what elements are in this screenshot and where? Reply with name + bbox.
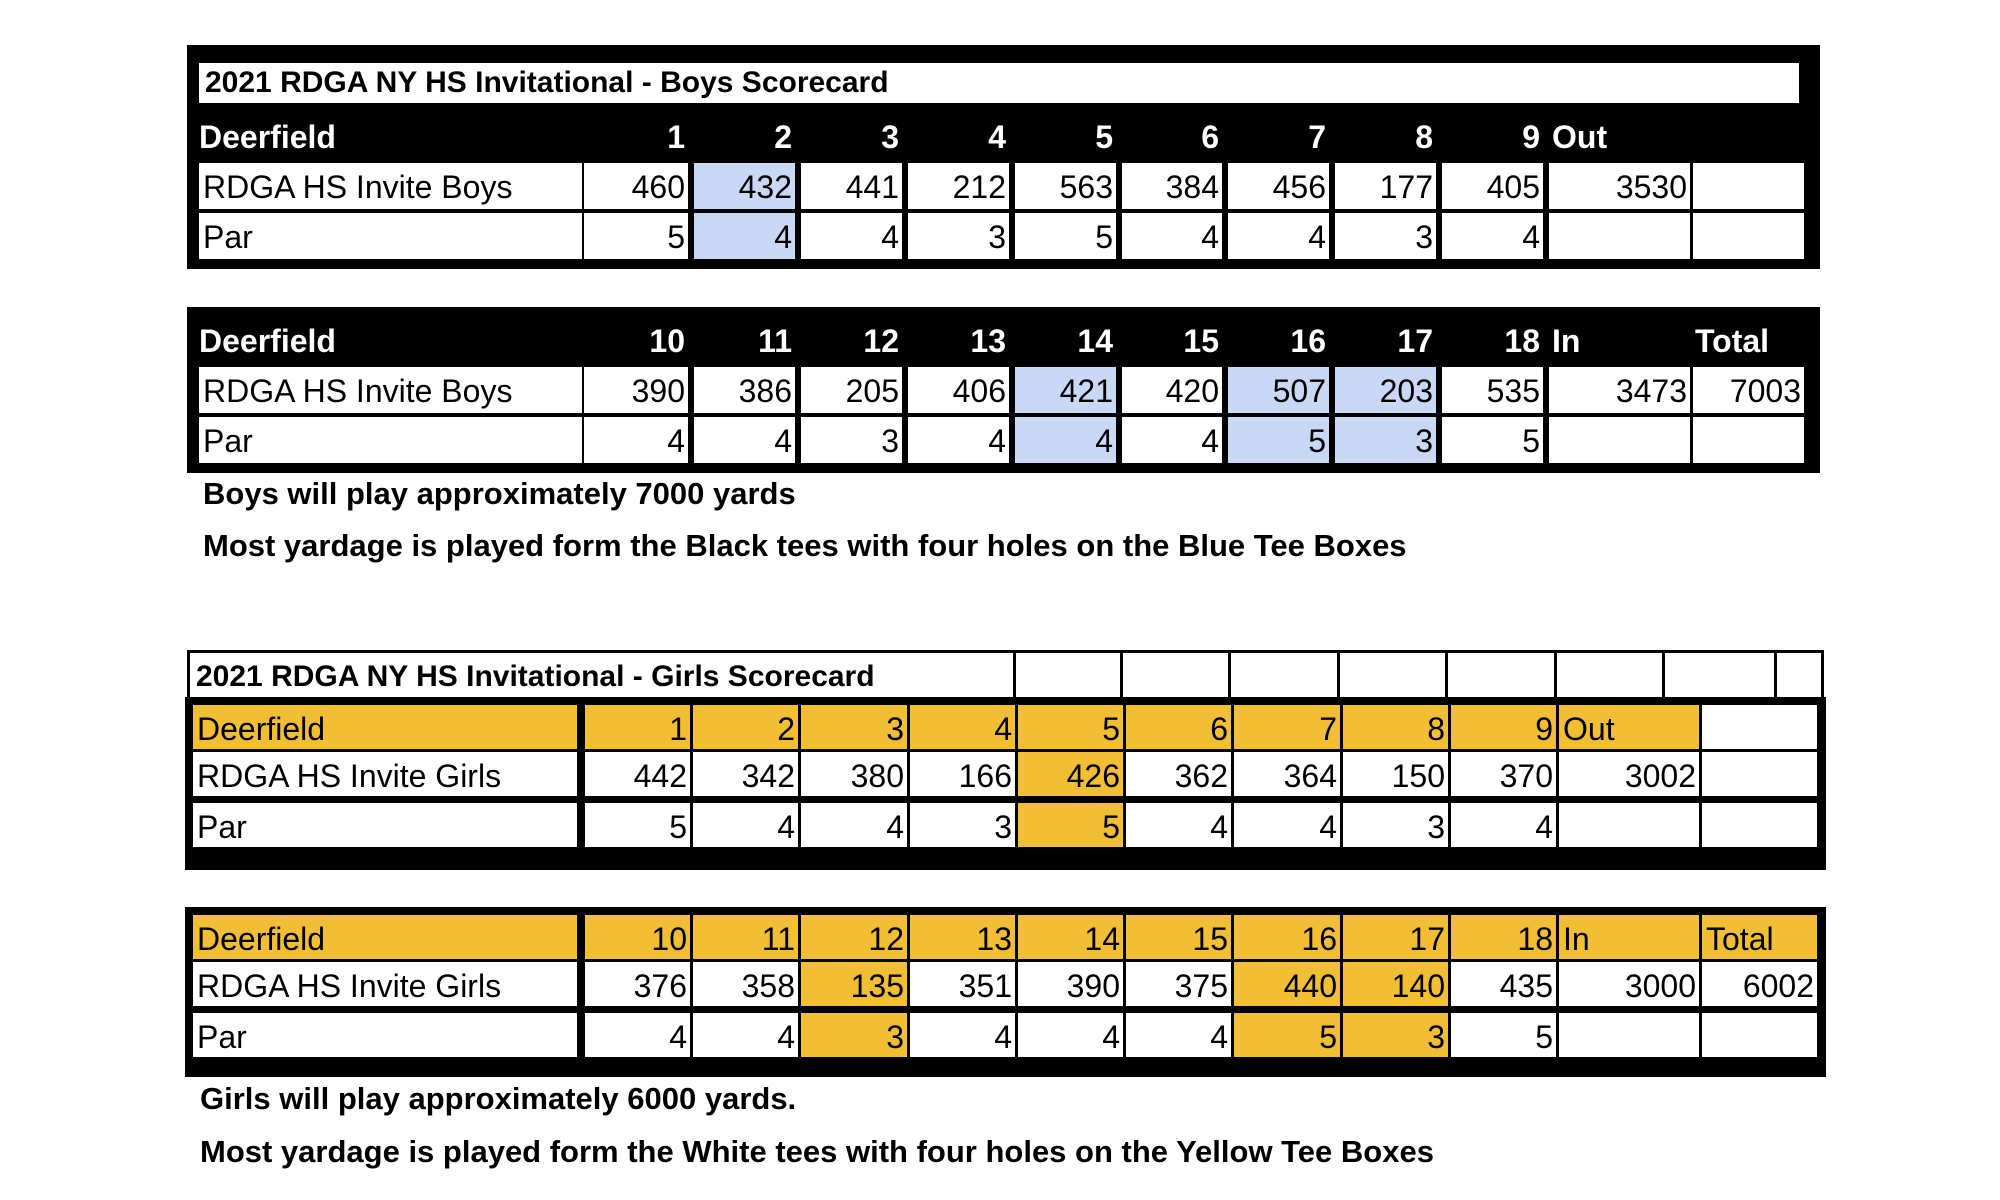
- par-cell: 4: [801, 803, 907, 847]
- girls-back-nine-table: [185, 907, 1826, 1077]
- par-cell: 4: [1451, 803, 1556, 847]
- yardage-cell: 166: [910, 752, 1015, 796]
- yardage-cell: 507: [1228, 367, 1329, 413]
- yardage-cell: 432: [694, 163, 795, 209]
- boys-scorecard-title-cell: [199, 63, 1799, 103]
- girls-scorecard-title-cell: [187, 653, 1016, 700]
- yardage-total: [1693, 163, 1804, 209]
- girls-front-nine-table: [185, 697, 1826, 870]
- yardage-cell: 406: [908, 367, 1009, 413]
- yardage-summary: 3002: [1559, 752, 1699, 796]
- par-cell: 3: [801, 1013, 907, 1057]
- hole-number: 9: [1522, 119, 1540, 155]
- summary-label: Out: [1552, 119, 1608, 155]
- yardage-cell: 535: [1442, 367, 1543, 413]
- par-cell: 3: [1343, 803, 1448, 847]
- yardage-cell: 456: [1228, 163, 1329, 209]
- par-label: Par: [199, 213, 582, 259]
- girls-title-row: [187, 650, 1824, 703]
- par-cell: 5: [584, 213, 688, 259]
- yardage-cell: 358: [693, 962, 798, 1006]
- par-summary: [1549, 213, 1690, 259]
- boys-front-header-row: [187, 115, 1820, 159]
- hole-number: 3: [881, 119, 899, 155]
- hole-number: 1: [585, 705, 690, 749]
- boys-back-nine-table: [187, 307, 1820, 473]
- yardage-cell: 390: [1018, 962, 1123, 1006]
- par-cell: 4: [585, 1013, 690, 1057]
- par-summary: [1559, 1013, 1699, 1057]
- yardage-cell: 140: [1343, 962, 1448, 1006]
- yardage-cell: 386: [694, 367, 795, 413]
- hole-number: 12: [863, 323, 899, 359]
- hole-number: 16: [1234, 915, 1340, 959]
- yardage-cell: 380: [801, 752, 907, 796]
- yardage-cell: 370: [1451, 752, 1556, 796]
- hole-number: 2: [693, 705, 798, 749]
- par-cell: 5: [585, 803, 690, 847]
- par-cell: 3: [801, 417, 902, 463]
- summary-label: In: [1552, 323, 1581, 359]
- hole-number: 10: [649, 323, 685, 359]
- par-cell: 3: [1343, 1013, 1448, 1057]
- par-cell: 3: [1335, 417, 1436, 463]
- hole-number: 4: [988, 119, 1006, 155]
- hole-number: 15: [1183, 323, 1219, 359]
- empty-header-cell: [1340, 653, 1448, 700]
- hole-number: 13: [910, 915, 1015, 959]
- empty-header-cell: [1665, 653, 1777, 700]
- hole-number: 16: [1290, 323, 1326, 359]
- course-name: Deerfield: [193, 915, 577, 959]
- course-name: Deerfield: [193, 705, 577, 749]
- par-cell: 5: [1018, 803, 1123, 847]
- yardage-summary: 3000: [1559, 962, 1699, 1006]
- par-cell: 4: [584, 417, 688, 463]
- par-label: Par: [199, 417, 582, 463]
- yardage-cell: 376: [585, 962, 690, 1006]
- hole-number: 3: [801, 705, 907, 749]
- par-cell: 4: [1228, 213, 1329, 259]
- summary-label: Out: [1559, 705, 1699, 749]
- hole-number: 18: [1504, 323, 1540, 359]
- hole-number: 17: [1343, 915, 1448, 959]
- yardage-cell: 375: [1126, 962, 1231, 1006]
- par-total: [1702, 1013, 1817, 1057]
- par-cell: 3: [1335, 213, 1436, 259]
- hole-number: 17: [1397, 323, 1433, 359]
- yardage-cell: 390: [584, 367, 688, 413]
- yardage-cell: 135: [801, 962, 907, 1006]
- boys-back-header-row: [187, 319, 1820, 363]
- hole-number: 12: [801, 915, 907, 959]
- yardage-cell: 405: [1442, 163, 1543, 209]
- girls-scorecard-title: 2021 RDGA NY HS Invitational - Girls Scorecard: [196, 660, 875, 693]
- yardage-cell: 440: [1234, 962, 1340, 1006]
- yardage-cell: 351: [910, 962, 1015, 1006]
- total-label: [1702, 705, 1817, 749]
- hole-number: 4: [910, 705, 1015, 749]
- hole-number: 1: [667, 119, 685, 155]
- par-summary: [1559, 803, 1699, 847]
- hole-number: 9: [1451, 705, 1556, 749]
- boys-note-yardage: Boys will play approximately 7000 yards: [203, 476, 796, 511]
- hole-number: 14: [1018, 915, 1123, 959]
- hole-number: 11: [758, 323, 792, 359]
- empty-header-cell: [1123, 653, 1231, 700]
- par-cell: 3: [908, 213, 1009, 259]
- course-name: Deerfield: [199, 119, 336, 155]
- empty-header-cell: [1448, 653, 1557, 700]
- par-cell: 5: [1451, 1013, 1556, 1057]
- yardage-cell: 364: [1234, 752, 1340, 796]
- yardage-total: [1702, 752, 1817, 796]
- girls-note-tees: Most yardage is played form the White tees with four holes on the Yellow Tee Boxes: [200, 1134, 1434, 1169]
- yardage-cell: 384: [1122, 163, 1222, 209]
- summary-label: In: [1559, 915, 1699, 959]
- par-total: [1693, 213, 1804, 259]
- yardage-cell: 421: [1015, 367, 1116, 413]
- yardage-cell: 420: [1122, 367, 1222, 413]
- par-cell: 4: [1018, 1013, 1123, 1057]
- hole-number: 7: [1234, 705, 1340, 749]
- total-label: Total: [1702, 915, 1817, 959]
- yardage-summary: 3473: [1549, 367, 1690, 413]
- yardage-cell: 442: [585, 752, 690, 796]
- total-label: Total: [1695, 323, 1770, 359]
- hole-number: 2: [774, 119, 792, 155]
- hole-number: 6: [1201, 119, 1219, 155]
- hole-number: 8: [1343, 705, 1448, 749]
- hole-number: 10: [585, 915, 690, 959]
- par-summary: [1549, 417, 1690, 463]
- par-cell: 5: [1015, 213, 1116, 259]
- empty-header-cell: [1016, 653, 1123, 700]
- yardage-total: 6002: [1702, 962, 1817, 1006]
- par-label: Par: [193, 803, 577, 847]
- par-cell: 4: [1126, 803, 1231, 847]
- yardage-cell: 342: [693, 752, 798, 796]
- yardage-cell: 205: [801, 367, 902, 413]
- hole-number: 18: [1451, 915, 1556, 959]
- yardage-cell: 435: [1451, 962, 1556, 1006]
- par-cell: 4: [1122, 417, 1222, 463]
- yardage-label: RDGA HS Invite Girls: [193, 962, 577, 1006]
- course-name: Deerfield: [199, 323, 336, 359]
- hole-number: 11: [693, 915, 798, 959]
- par-cell: 4: [1126, 1013, 1231, 1057]
- hole-number: 8: [1415, 119, 1433, 155]
- yardage-cell: 563: [1015, 163, 1116, 209]
- boys-note-tees: Most yardage is played form the Black tees with four holes on the Blue Tee Boxes: [203, 528, 1407, 563]
- boys-scorecard-title: 2021 RDGA NY HS Invitational - Boys Scorecard: [205, 66, 889, 99]
- par-cell: 4: [1122, 213, 1222, 259]
- par-cell: 4: [908, 417, 1009, 463]
- yardage-label: RDGA HS Invite Girls: [193, 752, 577, 796]
- par-cell: 5: [1442, 417, 1543, 463]
- yardage-cell: 362: [1126, 752, 1231, 796]
- yardage-cell: 441: [801, 163, 902, 209]
- yardage-summary: 3530: [1549, 163, 1690, 209]
- yardage-cell: 150: [1343, 752, 1448, 796]
- yardage-cell: 212: [908, 163, 1009, 209]
- yardage-label: RDGA HS Invite Boys: [199, 367, 582, 413]
- hole-number: 14: [1077, 323, 1113, 359]
- hole-number: 7: [1308, 119, 1326, 155]
- par-cell: 4: [694, 213, 795, 259]
- yardage-total: 7003: [1693, 367, 1804, 413]
- par-cell: 4: [801, 213, 902, 259]
- empty-header-cell: [1557, 653, 1665, 700]
- yardage-cell: 426: [1018, 752, 1123, 796]
- par-cell: 4: [1442, 213, 1543, 259]
- par-cell: 3: [910, 803, 1015, 847]
- par-cell: 4: [910, 1013, 1015, 1057]
- hole-number: 5: [1018, 705, 1123, 749]
- par-cell: 5: [1234, 1013, 1340, 1057]
- boys-front-nine-table: [187, 45, 1820, 269]
- par-total: [1702, 803, 1817, 847]
- hole-number: 5: [1095, 119, 1113, 155]
- par-cell: 4: [1234, 803, 1340, 847]
- yardage-cell: 203: [1335, 367, 1436, 413]
- hole-number: 15: [1126, 915, 1231, 959]
- yardage-label: RDGA HS Invite Boys: [199, 163, 582, 209]
- girls-note-yardage: Girls will play approximately 6000 yards.: [200, 1081, 797, 1116]
- empty-header-cell: [1231, 653, 1340, 700]
- par-cell: 4: [693, 1013, 798, 1057]
- par-total: [1693, 417, 1804, 463]
- par-label: Par: [193, 1013, 577, 1057]
- par-cell: 5: [1228, 417, 1329, 463]
- yardage-cell: 460: [584, 163, 688, 209]
- par-cell: 4: [1015, 417, 1116, 463]
- empty-header-cell: [1777, 653, 1824, 700]
- par-cell: 4: [693, 803, 798, 847]
- par-cell: 4: [694, 417, 795, 463]
- hole-number: 13: [970, 323, 1006, 359]
- hole-number: 6: [1126, 705, 1231, 749]
- yardage-cell: 177: [1335, 163, 1436, 209]
